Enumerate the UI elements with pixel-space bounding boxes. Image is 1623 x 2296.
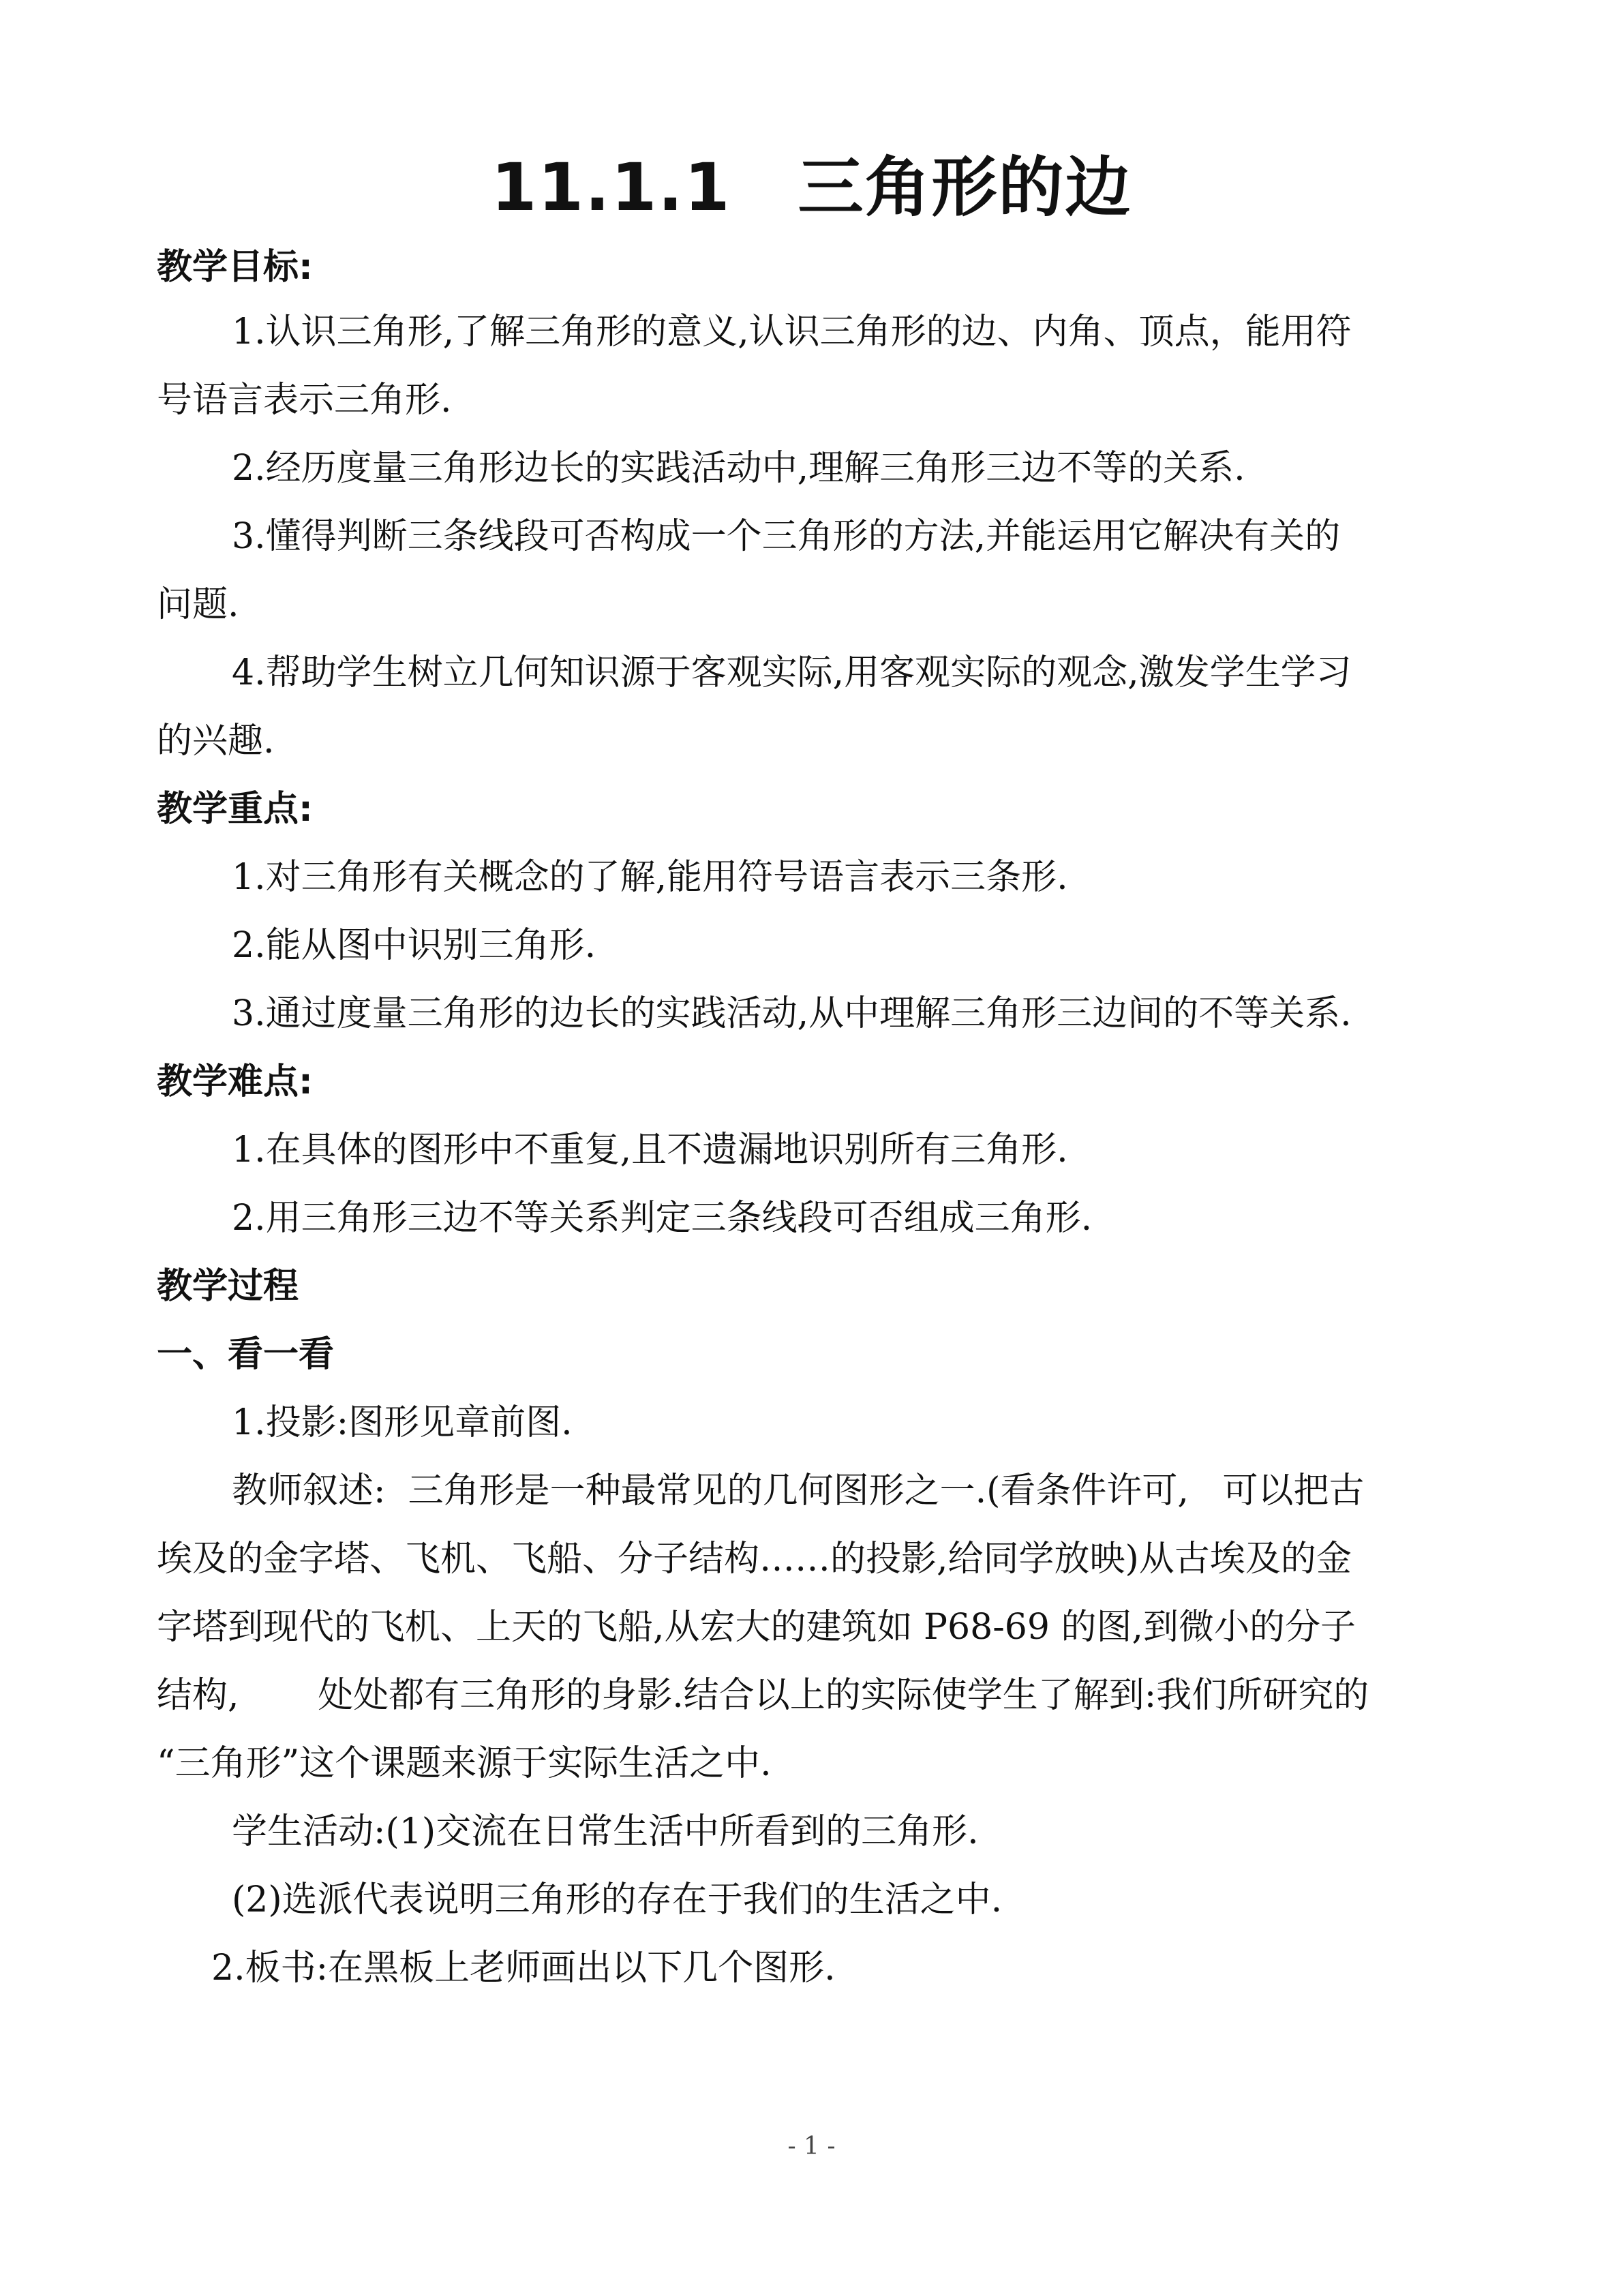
objective-4-line-2: 的兴趣.: [157, 721, 275, 761]
key-points-heading: 教学重点:: [157, 789, 313, 830]
objective-4-line-1: 4.帮助学生树立几何知识源于客观实际,用客观实际的观念,激发学生学习: [232, 652, 1352, 693]
narration-line-5: “三角形”这个课题来源于实际生活之中.: [157, 1743, 772, 1784]
objective-3-line-1: 3.懂得判断三条线段可否构成一个三角形的方法,并能运用它解决有关的: [232, 516, 1341, 557]
page-number: - 1 -: [787, 2132, 836, 2160]
page-title: 11.1.1 三角形的边: [491, 149, 1132, 226]
objective-1-line-2: 号语言表示三角形.: [157, 380, 452, 421]
key-point-3: 3.通过度量三角形的边长的实践活动,从中理解三角形三边间的不等关系.: [232, 993, 1352, 1034]
key-point-1: 1.对三角形有关概念的了解,能用符号语言表示三条形.: [232, 857, 1068, 898]
process-step-2: 2.板书:在黑板上老师画出以下几个图形.: [211, 1948, 836, 1989]
difficulties-heading: 教学难点:: [157, 1061, 313, 1102]
student-activity-line-1: 学生活动:(1)交流在日常生活中所看到的三角形.: [232, 1811, 979, 1852]
narration-line-4: 结构, 处处都有三角形的身影.结合以上的实际使学生了解到:我们所研究的: [157, 1675, 1369, 1716]
section-1-heading: 一、看一看: [157, 1334, 335, 1375]
objective-3-line-2: 问题.: [157, 584, 239, 625]
narration-line-3: 字塔到现代的飞机、上天的飞船,从宏大的建筑如 P68-69 的图,到微小的分子: [157, 1607, 1356, 1648]
difficulty-1: 1.在具体的图形中不重复,且不遗漏地识别所有三角形.: [232, 1130, 1068, 1170]
difficulty-2: 2.用三角形三边不等关系判定三条线段可否组成三角形.: [232, 1198, 1093, 1239]
objective-1-line-1: 1.认识三角形,了解三角形的意义,认识三角形的边、内角、顶点，能用符: [232, 312, 1352, 352]
objectives-heading: 教学目标:: [157, 247, 313, 288]
narration-line-1: 教师叙述: 三角形是一种最常见的几何图形之一.(看条件许可, 可以把古: [232, 1470, 1365, 1511]
key-point-2: 2.能从图中识别三角形.: [232, 925, 596, 966]
objective-2: 2.经历度量三角形边长的实践活动中,理解三角形三边不等的关系.: [232, 448, 1245, 489]
narration-line-2: 埃及的金字塔、飞机、飞船、分子结构……的投影,给同学放映)从古埃及的金: [157, 1539, 1352, 1580]
process-step-1: 1.投影:图形见章前图.: [232, 1402, 573, 1443]
student-activity-line-2: (2)选派代表说明三角形的存在于我们的生活之中.: [232, 1879, 1003, 1920]
process-heading: 教学过程: [157, 1266, 299, 1307]
